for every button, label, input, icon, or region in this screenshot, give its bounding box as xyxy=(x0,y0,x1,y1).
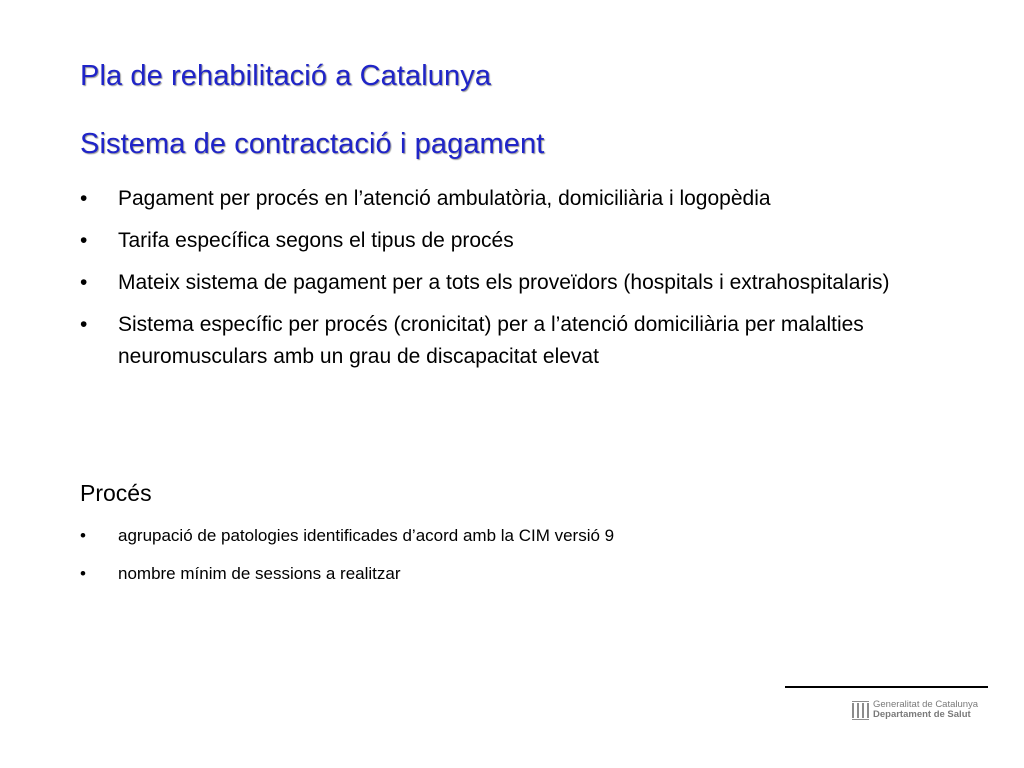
bullet-text: Tarifa específica segons el tipus de procés xyxy=(118,229,514,252)
logo-line-generalitat: Generalitat de Catalunya xyxy=(873,699,979,710)
bullet-point: • xyxy=(80,526,86,545)
slide-title: Pla de rehabilitació a Catalunya xyxy=(80,60,492,92)
bullet-point: • xyxy=(80,271,88,294)
bullet-item xyxy=(80,225,940,257)
main-bullet-list xyxy=(80,183,940,383)
logo-text xyxy=(873,700,978,720)
logo-line-departament: Departament de Salut xyxy=(873,709,971,720)
bullet-item xyxy=(80,267,940,299)
bullet-text: Mateix sistema de pagament per a tots els proveïdors (hospitals i extrahospitalaris) xyxy=(118,271,890,294)
bullet-text: nombre mínim de sessions a realitzar xyxy=(118,564,401,583)
bullet-point: • xyxy=(80,187,88,210)
bullet-item xyxy=(80,183,940,215)
bullet-point: • xyxy=(80,313,88,336)
generalitat-stripes-icon xyxy=(852,701,869,720)
bullet-text: Pagament per procés en l’atenció ambulatòria, domiciliària i logopèdia xyxy=(118,187,771,210)
generalitat-logo xyxy=(852,700,978,720)
bullet-text: Sistema específic per procés (cronicitat) per a l’atenció domiciliària per malalties neuromusculars amb un grau de discapacitat elevat xyxy=(118,313,864,368)
footer-divider xyxy=(785,686,988,688)
bullet-item xyxy=(80,524,940,548)
bullet-point: • xyxy=(80,229,88,252)
proces-heading: Procés xyxy=(80,480,152,506)
proces-bullet-list xyxy=(80,524,940,600)
bullet-item xyxy=(80,309,940,373)
bullet-item xyxy=(80,562,940,586)
slide-subtitle: Sistema de contractació i pagament xyxy=(80,128,545,160)
bullet-point: • xyxy=(80,564,86,583)
bullet-text: agrupació de patologies identificades d’acord amb la CIM versió 9 xyxy=(118,526,615,545)
